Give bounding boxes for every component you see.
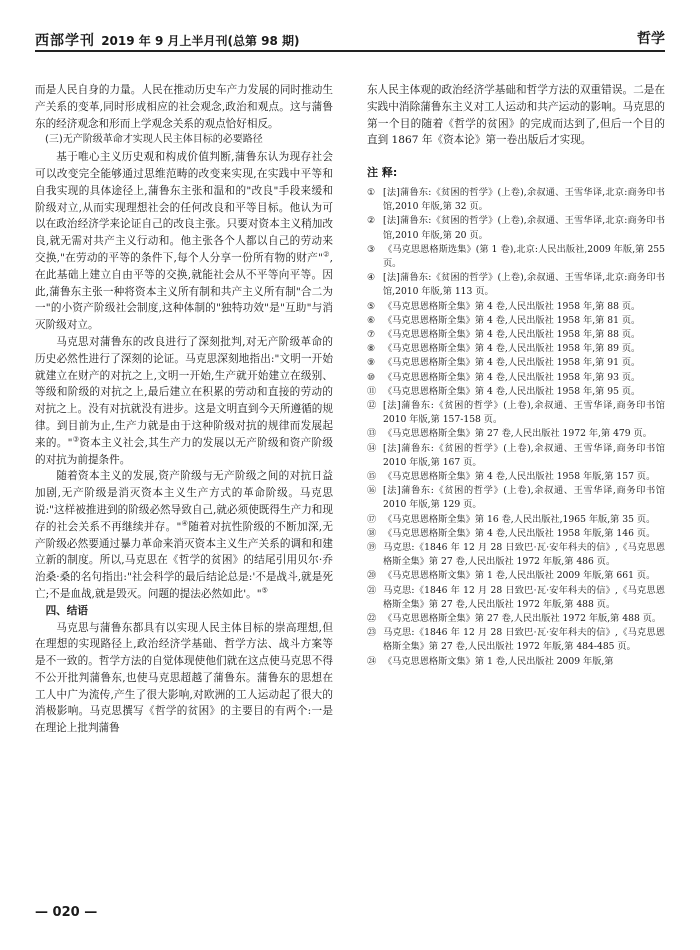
footnote-item [367,427,665,441]
footnote-item [367,527,665,541]
footnote-text: [法]蒲鲁东:《贫困的哲学》(上卷),余叔通、王雪华译,北京:商务印书馆,2010 年版,第 20 页。 [383,215,665,241]
footnote-number: ⑭ [367,442,377,454]
footnote-text: 马克思:《1846 年 12 月 28 日致巴·瓦·安年科夫的信》,《马克思恩格斯全集》第 27 卷,人民出版社 1972 年版,第 484-485 页。 [383,627,665,653]
paragraph-text: 东人民主体观的政治经济学基础和哲学方法的双重错误。二是在实践中消除蒲鲁东主义对工人运动和共产运动的影响。马克思的第一个目的随着《哲学的贫困》的完成而达到了,但后一个目的直到 1867 年《资本论》第一卷出版后才实现。 [367,84,665,147]
footnote-text: 《马克思恩格斯全集》第 16 卷,人民出版社,1965 年版,第 35 页。 [383,513,656,525]
footnote-number: ⑫ [367,400,377,412]
footnote-text: 《马克思恩格斯全集》第 4 卷,人民出版社 1958 年版,第 157 页。 [383,471,656,483]
footnote-number: ① [367,186,376,198]
footnote-text: [法]蒲鲁东:《贫困的哲学》(上卷),余叔通、王雪华译,北京:商务印书馆,2010 年版,第 32 页。 [383,186,665,213]
footnote-text: 《马克思恩格斯全集》第 4 卷,人民出版社 1958 年,第 95 页。 [383,385,641,397]
footnote-item [367,328,665,342]
footnote-text: 《马克思恩格斯全集》第 4 卷,人民出版社 1958 年,第 91 页。 [383,357,641,369]
paragraph-text: (三)无产阶级革命才实现人民主体目标的必要路径 [45,134,263,146]
paragraph-text: 而是人民自身的力量。人民在推动历史车产力发展的同时推动生产关系的变革,同时形成相应的社会观念,政治和观点。这与蒲鲁东的经济观念和形而上学观念关系的观点恰好相反。 [35,84,333,130]
footnote-item [367,470,665,484]
footnote-marker: ② [322,250,330,259]
footnote-text: [法]蒲鲁东:《贫困的哲学》(上卷),余叔通、王雪华译,商务印书馆 2010 年版,第 167 页。 [383,442,665,468]
footnote-item [367,584,665,612]
footnote-text: 《马克思恩格斯全集》第 4 卷,人民出版社 1958 年,第 93 页。 [383,371,641,383]
footnote-number: ⑯ [367,485,377,497]
footnote-marker: ④ [181,519,189,528]
section-label: 哲学 [637,31,665,47]
footnote-text: 《马克思恩格斯文集》第 1 卷,人民出版社 2009 年版,第 661 页。 [383,570,656,582]
footnote-item [367,626,665,654]
footnote-item [367,385,665,399]
paragraph-text: 四、结语 [45,604,88,617]
footnote-text: 马克思:《1846 年 12 月 28 日致巴·瓦·安年科夫的信》,《马克思恩格斯全集》第 27 卷,人民出版社 1972 年版,第 488 页。 [383,584,665,610]
footnote-number: ⑬ [367,428,377,440]
footnote-text: 《马克思恩格斯全集》第 4 卷,人民出版社 1958 年,第 81 页。 [383,314,641,326]
footnote-number: ② [367,215,376,227]
left-column [35,82,333,737]
footnote-number: ⑲ [367,542,377,554]
footnote-item [367,356,665,370]
footnote-number: ⑦ [367,329,376,341]
footnote-number: ⑪ [367,385,377,397]
page-number: — 020 — [35,905,98,920]
footnote-item [367,442,665,470]
body-paragraph [35,334,333,468]
footnote-item [367,342,665,356]
body-paragraph [35,620,333,738]
footnote-item [367,569,665,583]
footnote-item [367,612,665,626]
footnote-marker: ⑤ [261,586,268,595]
footnote-item [367,300,665,314]
footnote-marker: ③ [72,435,80,444]
footnote-item [367,214,665,242]
footnote-item [367,371,665,385]
footnote-number: ⑱ [367,527,377,539]
footnote-text: 《马克思恩格斯全集》第 27 卷,人民出版社 1972 年,第 479 页。 [383,428,652,440]
footnote-number: ⑮ [367,471,377,483]
issue-info: 2019 年 9 月上半月刊(总第 98 期) [101,34,300,48]
body-paragraph [367,82,665,149]
journal-masthead [35,30,300,50]
footnote-number: ㉒ [367,613,377,625]
footnote-text: [法]蒲鲁东:《贫困的哲学》(上卷),余叔通、王雪华译,商务印书馆 2010 年版,第 157-158 页。 [383,400,665,426]
footnote-number: ④ [367,272,376,284]
footnote-text: 《马克思恩格斯全集》第 4 卷,人民出版社 1958 年,第 88 页。 [383,300,641,312]
footnote-item [367,399,665,427]
page-header [35,28,665,52]
footnote-text: 马克思:《1846 年 12 月 28 日致巴·瓦·安年科夫的信》,《马克思恩格斯全集》第 27 卷,人民出版社 1972 年版,第 486 页。 [383,542,665,568]
footnote-number: ③ [367,243,376,255]
paragraph-text-continued: ,在此基础上建立自由平等的交换,就能社会从不平等向平等。因此,蒲鲁东主张一种将资本主义所有制和共产主义所有制"合二为一"的小资产阶级社会制度,这种体制的"独特功效"是"互助"与消灭阶级对立。 [35,251,333,332]
footnote-item [367,314,665,328]
notes-list [367,186,665,669]
footnote-number: ⑥ [367,314,376,326]
footnote-number: ㉓ [367,627,377,639]
body-paragraph [35,468,333,602]
footnote-number: ⑧ [367,343,376,355]
footnote-text: 《马克思恩格斯全集》第 4 卷,人民出版社 1958 年,第 89 页。 [383,343,641,355]
paragraph-text: 马克思对蒲鲁东的改良进行了深刻批判,对无产阶级革命的历史必然性进行了深刻的论证。马克思深刻地指出:"文明一开始就建立在财产的对抗之上,文明一开始,生产就开始建立在级别、等级和阶级的对抗之上,最后建立在积累的劳动和直接的劳动的对抗之上。没有对抗就没有进步。这是文明直到今天所遵循的规律。到目前为止,生产力就是由于这种阶级对抗的规律而发展起来的。" [35,335,333,449]
footnote-number: ㉑ [367,584,377,596]
footnote-number: ⑩ [367,371,376,383]
footnote-item [367,541,665,569]
footnote-number: ⑰ [367,513,377,525]
footnote-text: 《马克思恩格斯全集》第 4 卷,人民出版社 1958 年版,第 146 页。 [383,527,656,539]
footnote-text: 《马克思恩格斯文集》第 1 卷,人民出版社 2009 年版,第 [383,655,614,667]
footnote-number: ⑨ [367,357,376,369]
paragraph-text-continued: 资本主义社会,其生产力的发展以无产阶级和资产阶级的对抗为前提条件。 [35,436,333,466]
body-paragraph [35,149,333,334]
footnote-item [367,655,665,669]
footnote-number: ⑳ [367,570,377,582]
right-column [367,82,665,669]
footnote-item [367,513,665,527]
paragraph-text: 马克思与蒲鲁东都具有以实现人民主体目标的崇高理想,但在理想的实现路径上,政治经济学基础、哲学方法、战斗方案等是不一致的。哲学方法的自觉体现使他们就在这点使马克思不得不公开批判蒲鲁东,也使马克思超越了蒲鲁东。蒲鲁东的思想在工人中广为流传,产生了很大影响,对欧洲的工人运动起了很大的消极影响。马克思撰写《哲学的贫困》的主要目的有两个:一是在理论上批判蒲鲁 [35,621,333,735]
footnote-item [367,271,665,299]
footnote-item [367,186,665,214]
body-paragraph [35,82,333,132]
paragraph-text: 随着资本主义的发展,资产阶级与无产阶级之间的对抗日益加剧,无产阶级是消灭资本主义生产方式的革命阶级。马克思说:"这样被推进到的阶级必然导致自己,就必须使既得生产力和现存的社会关系不再继续并存。" [35,470,333,533]
footnote-text: 《马克思恩格斯选集》(第 1 卷),北京:人民出版社,2009 年版,第 255 页。 [383,243,665,269]
section-heading [35,603,333,620]
footnote-number: ⑤ [367,300,376,312]
footnote-text: 《马克思恩格斯全集》第 4 卷,人民出版社 1958 年,第 88 页。 [383,329,641,341]
footnote-text: [法]蒲鲁东:《贫困的哲学》(上卷),余叔通、王雪华译,商务印书馆 2010 年版,第 129 页。 [383,485,665,511]
footnote-text: [法]蒲鲁东:《贫困的哲学》(上卷),余叔通、王雪华译,北京:商务印书馆,2010 年版,第 113 页。 [383,272,665,298]
footnote-item [367,484,665,512]
notes-title: 注 释: [367,166,398,180]
subsection-heading [35,132,333,149]
footnote-number: ㉔ [367,655,377,667]
journal-name: 西部学刊 [35,33,95,49]
right-column-body [367,82,665,149]
footnote-item [367,243,665,271]
footnote-text: 《马克思恩格斯全集》第 27 卷,人民出版社 1972 年版,第 488 页。 [383,613,662,625]
paragraph-text: 基于唯心主义历史观和构成价值判断,蒲鲁东认为现存社会可以改变完全能够通过思维范畴的改变来实现,在实践中平等和自我实现的具体途径上,蒲鲁东主张和温和的"改良"手段来缓和阶级对立,从而实现理想社会的任何改良和平等目标。他认为可以在政治经济学来论证自己的改良主张。只要对资本主义稍加改良,就无需对共产主义行动和。他主张各个人都以自己的劳动来交换,"在劳动的平等的条件下,每个人分享一份所有物的财产" [35,151,333,264]
paragraph-text-continued: 随着对抗性阶级的不断加深,无产阶级必然要通过暴力革命来消灭资本主义生产关系的调和和建立新的制度。所以,马克思在《哲学的贫困》的结尾引用贝尔·乔治桑·桑的名句指出:"社会科学的最后结论总是:'不是战斗,就是死亡;不是血战,就是毁灭。问题的提法必然如此'。" [35,520,334,600]
